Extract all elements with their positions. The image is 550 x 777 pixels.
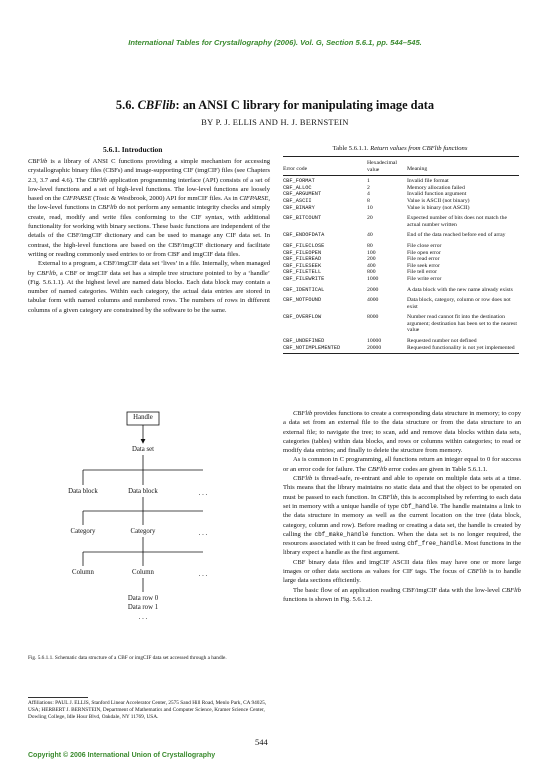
table-row — [283, 314, 519, 334]
data-structure-diagram — [28, 410, 268, 640]
header-meaning: Meaning — [407, 166, 428, 172]
left-column-text — [28, 157, 270, 315]
emph-cbflib: CBFlib — [467, 568, 487, 576]
cell-error-code: CBF_UNDEFINED — [283, 338, 325, 345]
table-row — [283, 178, 519, 185]
emph-cifparse: CIFPARSE — [239, 195, 269, 203]
article-title — [0, 98, 550, 113]
ellipsis-rows: . . . — [138, 614, 148, 621]
text-run: functions is shown in Fig. 5.6.1.2. — [283, 595, 373, 603]
table-row — [283, 215, 519, 228]
cell-hex-value: 10000 — [367, 338, 382, 345]
cell-hex-value: 1 — [367, 178, 370, 185]
text-run: . Most functions in the library expect a handle as the first argument. — [283, 540, 521, 557]
cell-error-code: CBF_ALLOC — [283, 184, 312, 191]
text-run: is to handle large data sections efficiently. — [283, 568, 521, 585]
node-data-block-2: Data block — [128, 488, 158, 495]
cell-hex-value: 20000 — [367, 344, 382, 351]
section-heading: 5.6.1. Introduction — [103, 145, 163, 154]
table-row — [283, 232, 519, 239]
emph-cbflib: CBFlib — [367, 465, 387, 473]
cell-error-code: CBF_FILETELL — [283, 269, 322, 276]
running-header[interactable]: International Tables for Crystallography (2006). Vol. G, Section 5.6.1, pp. 544–545. — [128, 38, 422, 47]
cell-hex-value: 200 — [367, 256, 376, 263]
node-category-1: Category — [70, 528, 96, 535]
cell-error-code: CBF_IDENTICAL — [283, 286, 325, 293]
text-run: error codes are given in Table 5.6.1.1. — [386, 465, 488, 473]
node-data-set: Data set — [131, 446, 155, 453]
text-run: is a library of ANSI C functions providing a simple mechanism for accessing crystallographic binary files (CBFs) and image-supporting CIF (imgCIF) files (see Chapters 2.3, 3.7 and 4.6). The — [28, 158, 270, 184]
table-row — [283, 297, 519, 310]
affiliations-footnote: Affiliations: PAUL J. ELLIS, Stanford Linear Accelerator Center, 2575 Sand Hill Road, Menlo Park, CA 94025, USA; HERBERT J. BERNSTEIN, Department of Mathematics and Computer Science, Kramer Science Center, Dowling College, Idle Hour Blvd, Oakdale, NY 11769, USA. — [28, 700, 267, 720]
cell-meaning: End of the data reached before end of array — [407, 232, 506, 239]
figure-caption: Fig. 5.6.1.1. Schematic data structure of a CBF or imgCIF data set accessed through a handle. — [28, 655, 227, 661]
cell-meaning: File tell error — [407, 269, 438, 276]
node-data-block-1: Data block — [68, 488, 98, 495]
cell-meaning: Expected number of bits does not match the actual number written — [407, 215, 507, 228]
text-run: The basic flow of an application reading CBF/imgCIF data with the low-level — [293, 586, 502, 594]
cell-meaning: Data block, category, column or row does not exist — [407, 297, 511, 310]
table-header-row — [283, 157, 519, 176]
copyright-notice[interactable]: Copyright © 2006 International Union of Crystallography — [28, 752, 216, 759]
table-row — [283, 205, 519, 212]
node-category-2: Category — [130, 528, 156, 535]
cell-hex-value: 100 — [367, 249, 376, 256]
node-data-row-0: Data row 0 — [127, 595, 159, 602]
cell-hex-value: 20 — [367, 215, 373, 222]
cell-meaning: A data block with the new name already exists — [407, 286, 513, 293]
table-row — [283, 276, 519, 283]
table-row — [283, 185, 519, 192]
cell-meaning: Value is binary (not ASCII) — [407, 204, 470, 211]
cell-meaning: Memory allocation failed — [407, 184, 465, 191]
text-run: , this is accomplished by referring to each data set in memory with a unique handle of type — [283, 493, 521, 510]
functions-paragraph — [283, 409, 521, 455]
emph-cifparse: CIFPARSE — [62, 195, 92, 203]
cell-error-code: CBF_NOTFOUND — [283, 297, 322, 304]
node-handle: Handle — [133, 414, 153, 421]
ellipsis-category: . . . — [198, 530, 208, 537]
table-caption-text: Return values from CBFlib functions — [370, 145, 468, 152]
emph-cbflib: CBFlib — [378, 493, 398, 501]
cell-hex-value: 8 — [367, 197, 370, 204]
title-library-name: CBFlib — [137, 98, 176, 112]
emph-cbflib: CBFlib — [87, 176, 108, 184]
cell-error-code: CBF_NOTIMPLEMENTED — [283, 344, 341, 351]
cell-meaning: Value is ASCII (not binary) — [407, 197, 470, 204]
title-rest: : an ANSI C library for manipulating image data — [175, 98, 435, 112]
title-number: 5.6. — [115, 98, 138, 112]
cell-hex-value: 4 — [367, 191, 370, 198]
cell-hex-value: 40 — [367, 232, 373, 239]
cell-error-code: CBF_OVERFLOW — [283, 314, 322, 321]
header-error-code: Error code — [283, 166, 308, 172]
table-row — [283, 243, 519, 250]
emph-cbflib: CBFlib — [501, 586, 521, 594]
text-run: , the low-level functions in — [28, 195, 270, 212]
binary-data-paragraph — [283, 558, 521, 586]
table-row — [283, 345, 519, 352]
code-cbf-make-handle: cbf_make_handle — [314, 530, 369, 538]
cell-hex-value: 400 — [367, 262, 376, 269]
emph-cbflib: CBFlib — [97, 204, 118, 212]
ellipsis-column: . . . — [198, 571, 208, 578]
cell-error-code: CBF_ENDOFDATA — [283, 232, 325, 239]
text-run: External to a program, a CBF/imgCIF data set ‘lives’ in a file. Internally, when managed by — [28, 260, 270, 277]
text-run: CBF binary data files and imgCIF ASCII data files may have one or more large images or other data sections as values for CIF tags. The focus of — [283, 558, 521, 576]
cell-error-code: CBF_FILEWRITE — [283, 275, 325, 282]
cell-error-code: CBF_FILESEEK — [283, 262, 322, 269]
text-run: do not perform any semantic integrity checks and simply create, read, modify and write files conforming to the CIF syntax, with additional functionality for working with binary sections. These basic functions are independent of the details of the CBF/imgCIF dictionary and can be used to manage any CIF data set. In contrast, the high-level functions are based on the CBF/imgCIF dictionary and facilitate writing or reading commonly used entries to or from CBF and imgCIF data files. — [28, 204, 270, 258]
node-column-2: Column — [132, 569, 154, 576]
cell-meaning: File write error — [407, 275, 442, 282]
right-column-text — [283, 409, 521, 604]
cell-meaning: Requested functionality is not yet implemented — [407, 344, 515, 351]
cell-meaning: File seek error — [407, 262, 440, 269]
emph-cbflib: CBFlib — [293, 410, 313, 417]
cell-hex-value: 800 — [367, 269, 376, 276]
text-run: As is common in C programming, all functions return an integer equal to 0 for success or an error code for failure. The — [283, 456, 521, 473]
text-run: application programming interface (API) consists of a set of low-level functions and a set of high-level functions. The low-level functions are loosely based on the — [28, 176, 270, 203]
table-caption — [282, 145, 518, 152]
code-cbf-handle: cbf_handle — [400, 502, 437, 510]
cell-meaning: Invalid function argument — [407, 191, 467, 198]
text-run: . The handle maintains a link to the data structure in memory as well as the current location on the tree (data block, category, column and row). Before reading or creating a data set, the handle is created by calling the — [283, 502, 522, 538]
emph-cbflib: CBFlib — [36, 269, 57, 277]
structure-paragraph — [28, 259, 270, 315]
emph-cbflib: CBFlib — [293, 475, 313, 483]
cell-error-code: CBF_FILEOPEN — [283, 249, 322, 256]
cell-error-code: CBF_ARGUMENT — [283, 191, 322, 198]
footnote-rule — [28, 697, 88, 698]
cell-meaning: Number read cannot fit into the destination argument; destination has been set to the nearest value — [407, 314, 517, 334]
cell-error-code: CBF_FILEREAD — [283, 256, 322, 263]
table-row — [283, 338, 519, 345]
table-row — [283, 191, 519, 198]
cell-hex-value: 8000 — [367, 314, 379, 321]
table-row — [283, 263, 519, 270]
cell-meaning: Requested number not defined — [407, 338, 477, 345]
table-row — [283, 198, 519, 205]
emph-cbflib: CBFlib — [28, 158, 48, 165]
node-data-row-1: Data row 1 — [127, 604, 159, 611]
cell-meaning: File close error — [407, 242, 442, 249]
ellipsis-data-block: . . . — [198, 490, 208, 497]
error-codes-paragraph — [283, 455, 521, 474]
cell-hex-value: 2000 — [367, 286, 379, 293]
cell-hex-value: 4000 — [367, 297, 379, 304]
cell-error-code: CBF_BITCOUNT — [283, 215, 322, 222]
page-number: 544 — [255, 737, 268, 747]
table-caption-label: Table 5.6.1.1. — [332, 145, 371, 152]
header-hex-value: Hexadecimal value — [367, 160, 398, 173]
thread-safe-paragraph — [283, 474, 521, 558]
table-row — [283, 269, 519, 276]
table-row — [283, 250, 519, 257]
text-run: , a CBF or imgCIF data set has a simple tree structure pointed to by a ‘handle’ (Fig. 5.6.1.1). At the highest level are named data blocks. Each data block may contain a number of named categories. Within each category, the actual data entries are stored in tabular form with named columns and numbered rows. The numbers of rows in different columns of a given category are constrained by the software to be the same. — [28, 269, 270, 314]
error-code-table — [283, 156, 519, 354]
table-body — [283, 178, 519, 353]
text-run: is thread-safe, re-entrant and able to operate on multiple data sets at a time. This means that the library maintains no static data and that the object to be operated on must be passed to each function. In — [283, 475, 521, 501]
cell-error-code: CBF_FORMAT — [283, 178, 315, 185]
cell-meaning: File open error — [407, 249, 441, 256]
cell-error-code: CBF_ASCII — [283, 197, 312, 204]
cell-error-code: CBF_BINARY — [283, 204, 315, 211]
text-run: (Tosic & Westbrook, 2000) API for mmCIF files. As in — [91, 195, 240, 203]
table-row — [283, 287, 519, 294]
intro-paragraph — [28, 157, 270, 259]
cell-hex-value: 1000 — [367, 275, 379, 282]
basic-flow-paragraph — [283, 586, 521, 605]
code-cbf-free-handle: cbf_free_handle — [407, 540, 462, 548]
cell-meaning: File read error — [407, 256, 440, 263]
cell-hex-value: 2 — [367, 184, 370, 191]
table-row — [283, 256, 519, 263]
text-run: function. When the data set is no longer required, the resources associated with it can be freed using — [283, 530, 521, 548]
authors: BY P. J. ELLIS AND H. J. BERNSTEIN — [201, 118, 349, 127]
cell-hex-value: 10 — [367, 204, 373, 211]
cell-error-code: CBF_FILECLOSE — [283, 242, 325, 249]
node-column-1: Column — [72, 569, 94, 576]
cell-hex-value: 80 — [367, 242, 373, 249]
text-run: provides functions to create a corresponding data structure in memory; to copy a data set from an external file to the data structure or from the data structure to an external file; to navigate the tree; to scan, add and remove data blocks within data sets, categories (tables) within data blocks, and rows or columns within categories; to read or modify data entries; and finally to delete the structure from memory. — [283, 410, 521, 455]
cell-meaning: Invalid file format — [407, 178, 449, 185]
